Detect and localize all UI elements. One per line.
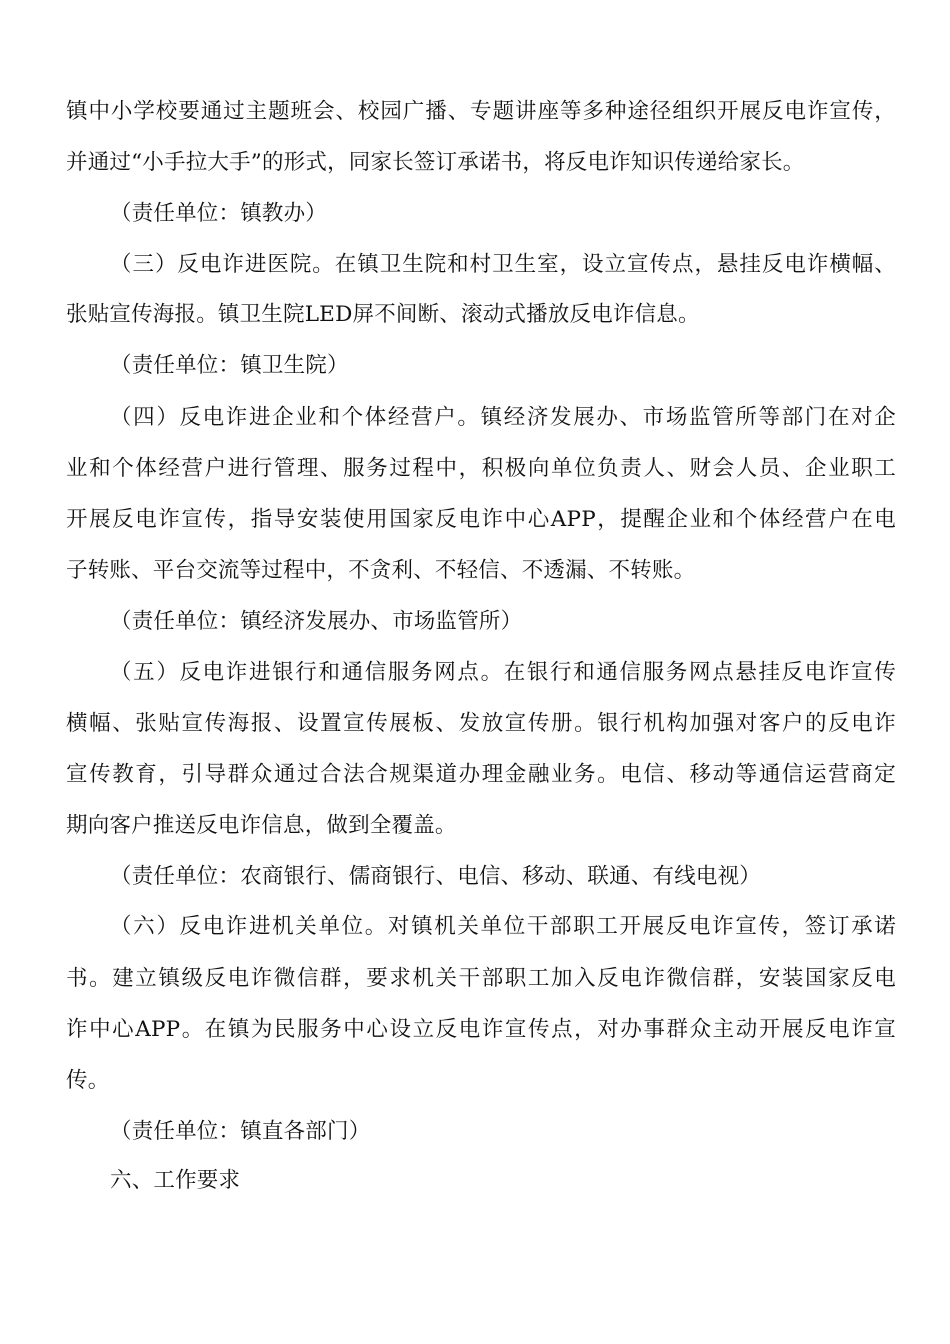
- paragraph-line: （五）反电诈进银行和通信服务网点。在银行和通信服务网点悬挂反电诈宣传: [110, 660, 896, 685]
- responsibility-line: （责任单位：镇经济发展办、市场监管所）: [110, 609, 523, 634]
- paragraph-line: 诈中心APP。在镇为民服务中心设立反电诈宣传点，对办事群众主动开展反电诈宣: [66, 1017, 896, 1042]
- section-heading: 六、工作要求: [110, 1168, 241, 1193]
- paragraph-line: 业和个体经营户进行管理、服务过程中，积极向单位负责人、财会人员、企业职工: [66, 456, 896, 481]
- paragraph-line: （四）反电诈进企业和个体经营户。镇经济发展办、市场监管所等部门在对企: [110, 405, 896, 430]
- paragraph-line: 并通过“小手拉大手”的形式，同家长签订承诺书，将反电诈知识传递给家长。: [66, 150, 805, 175]
- paragraph-line: （三）反电诈进医院。在镇卫生院和村卫生室，设立宣传点，悬挂反电诈横幅、: [110, 252, 896, 277]
- responsibility-line: （责任单位：镇直各部门）: [110, 1119, 371, 1144]
- paragraph-line: 子转账、平台交流等过程中，不贪利、不轻信、不透漏、不转账。: [66, 558, 696, 583]
- responsibility-line: （责任单位：镇教办）: [110, 201, 328, 226]
- paragraph-line: 期向客户推送反电诈信息，做到全覆盖。: [66, 813, 457, 838]
- paragraph-line: 开展反电诈宣传，指导安装使用国家反电诈中心APP，提醒企业和个体经营户在电: [66, 507, 896, 532]
- responsibility-line: （责任单位：农商银行、儒商银行、电信、移动、联通、有线电视）: [110, 864, 762, 889]
- paragraph-line: 横幅、张贴宣传海报、设置宣传展板、发放宣传册。银行机构加强对客户的反电诈: [66, 711, 896, 736]
- paragraph-line: 书。建立镇级反电诈微信群，要求机关干部职工加入反电诈微信群，安装国家反电: [66, 966, 896, 991]
- paragraph-line: 镇中小学校要通过主题班会、校园广播、专题讲座等多种途径组织开展反电诈宣传，: [66, 99, 896, 124]
- paragraph-line: 张贴宣传海报。镇卫生院LED屏不间断、滚动式播放反电诈信息。: [66, 302, 700, 327]
- paragraph-line: 传。: [66, 1068, 110, 1093]
- paragraph-line: 宣传教育，引导群众通过合法合规渠道办理金融业务。电信、移动等通信运营商定: [66, 762, 896, 787]
- paragraph-line: （六）反电诈进机关单位。对镇机关单位干部职工开展反电诈宣传，签订承诺: [110, 914, 896, 939]
- responsibility-line: （责任单位：镇卫生院）: [110, 353, 349, 378]
